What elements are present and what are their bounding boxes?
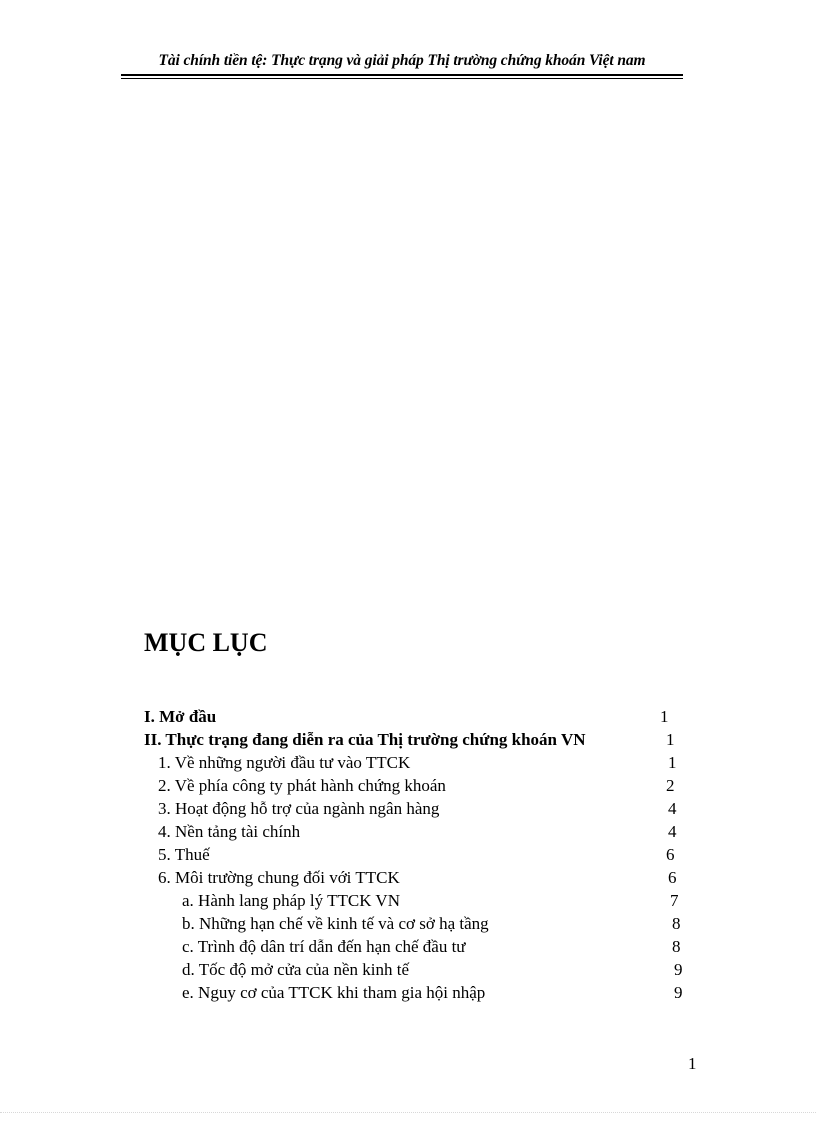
toc-entry: b. Những hạn chế về kinh tế và cơ sở hạ tầng bbox=[182, 914, 489, 933]
page-bottom-border bbox=[0, 1112, 816, 1113]
toc-entry: II. Thực trạng đang diễn ra của Thị trường chứng khoán VN bbox=[144, 730, 586, 749]
toc-entry: 2. Về phía công ty phát hành chứng khoán bbox=[158, 776, 446, 795]
header-rule-thin bbox=[121, 78, 683, 79]
toc-entry: 3. Hoạt động hỗ trợ của ngành ngân hàng bbox=[158, 799, 440, 818]
toc-entry: a. Hành lang pháp lý TTCK VN bbox=[182, 891, 400, 910]
toc-entry-page: 1 bbox=[668, 753, 677, 772]
toc-entry: d. Tốc độ mở cửa của nền kinh tế bbox=[182, 960, 410, 979]
toc-entry: 5. Thuế bbox=[158, 845, 210, 864]
toc-entry-page: 4 bbox=[668, 822, 677, 841]
toc-entry-page: 8 bbox=[672, 937, 681, 956]
toc-entry-page: 9 bbox=[674, 983, 683, 1002]
toc-title: MỤC LỤC bbox=[144, 628, 268, 657]
toc-entry-page: 1 bbox=[660, 707, 669, 726]
toc-entry-page: 6 bbox=[668, 868, 677, 887]
header-rule-thick bbox=[121, 74, 683, 76]
toc-entry: c. Trình độ dân trí dẫn đến hạn chế đầu tư bbox=[182, 937, 466, 956]
running-header: Tài chính tiền tệ: Thực trạng và giải pháp Thị trường chứng khoán Việt nam bbox=[158, 52, 646, 69]
page-number: 1 bbox=[688, 1054, 697, 1073]
toc-entry: 6. Môi trường chung đối với TTCK bbox=[158, 868, 400, 887]
toc-entry-page: 2 bbox=[666, 776, 675, 795]
toc-entry: I. Mở đầu bbox=[144, 707, 217, 726]
toc-entry-page: 4 bbox=[668, 799, 677, 818]
toc-entry-page: 8 bbox=[672, 914, 681, 933]
toc-entry-page: 1 bbox=[666, 730, 675, 749]
toc-entry-page: 6 bbox=[666, 845, 675, 864]
toc-entry: 1. Về những người đầu tư vào TTCK bbox=[158, 753, 411, 772]
toc-entry-page: 7 bbox=[670, 891, 679, 910]
toc-entry: e. Nguy cơ của TTCK khi tham gia hội nhập bbox=[182, 983, 486, 1002]
toc-entry: 4. Nền tảng tài chính bbox=[158, 822, 301, 841]
toc-entry-page: 9 bbox=[674, 960, 683, 979]
